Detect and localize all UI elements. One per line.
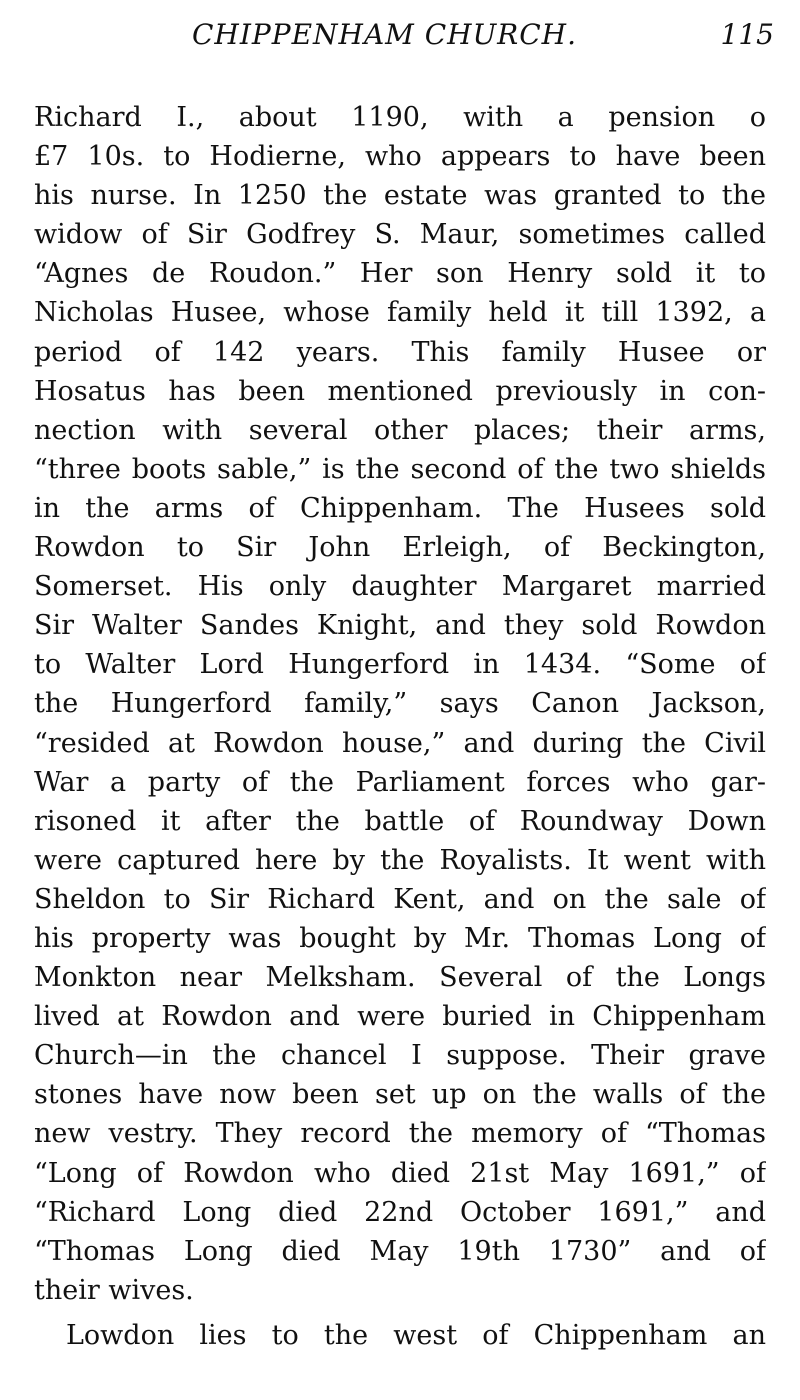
paragraph-1 (34, 98, 766, 1310)
text-line: Somerset. His only daughter Margaret married (34, 571, 766, 603)
text-line: “Thomas Long died May 19th 1730” and of (34, 1235, 766, 1267)
text-line: to Walter Lord Hungerford in 1434. “Some of (34, 649, 766, 681)
text-line: Monkton near Melksham. Several of the Longs (34, 962, 766, 994)
text-line: risoned it after the battle of Roundway Down (34, 805, 766, 837)
text-line: “resided at Rowdon house,” and during the Civil (34, 727, 766, 759)
running-title: CHIPPENHAM CHURCH. (192, 18, 577, 51)
text-line: his nurse. In 1250 the estate was granted to the (34, 180, 766, 212)
text-line: Lowdon lies to the west of Chippenham an (66, 1319, 766, 1351)
body-text (34, 98, 766, 1355)
text-line: Sheldon to Sir Richard Kent, and on the sale of (34, 883, 766, 915)
text-line: “Agnes de Roudon.” Her son Henry sold it to (34, 258, 766, 290)
text-line: Rowdon to Sir John Erleigh, of Beckington, (34, 532, 766, 564)
text-line: Hosatus has been mentioned previously in con- (34, 375, 766, 407)
text-line: Richard I., about 1190, with a pension o (34, 102, 766, 133)
text-line: lived at Rowdon and were buried in Chippenham (34, 1001, 766, 1033)
text-line: “Richard Long died 22nd October 1691,” and (34, 1196, 766, 1228)
text-line: “Long of Rowdon who died 21st May 1691,” of (34, 1157, 766, 1189)
text-line: new vestry. They record the memory of “Thomas (34, 1118, 766, 1150)
text-line: War a party of the Parliament forces who gar- (34, 766, 766, 798)
text-line: £7 10s. to Hodierne, who appears to have been (34, 141, 766, 173)
page-number: 115 (720, 18, 774, 51)
running-header (0, 14, 800, 58)
text-line: nection with several other places; their arms, (34, 414, 766, 446)
text-line: stones have now been set up on the walls of the (34, 1079, 766, 1111)
paragraph-2 (34, 1316, 766, 1355)
text-line: his property was bought by Mr. Thomas Long of (34, 922, 766, 954)
text-line: in the arms of Chippenham. The Husees sold (34, 492, 766, 524)
text-line: the Hungerford family,” says Canon Jackson, (34, 688, 766, 720)
text-line: widow of Sir Godfrey S. Maur, sometimes called (34, 219, 766, 251)
text-line: “three boots sable,” is the second of the two shields (34, 453, 766, 485)
text-line: Sir Walter Sandes Knight, and they sold Rowdon (34, 610, 766, 642)
text-line: Church—in the chancel I suppose. Their grave (34, 1040, 766, 1072)
text-line: period of 142 years. This family Husee or (34, 336, 766, 368)
text-line: were captured here by the Royalists. It went with (34, 844, 766, 876)
text-line: Nicholas Husee, whose family held it till 1392, a (34, 297, 766, 329)
text-line: their wives. (34, 1274, 194, 1306)
